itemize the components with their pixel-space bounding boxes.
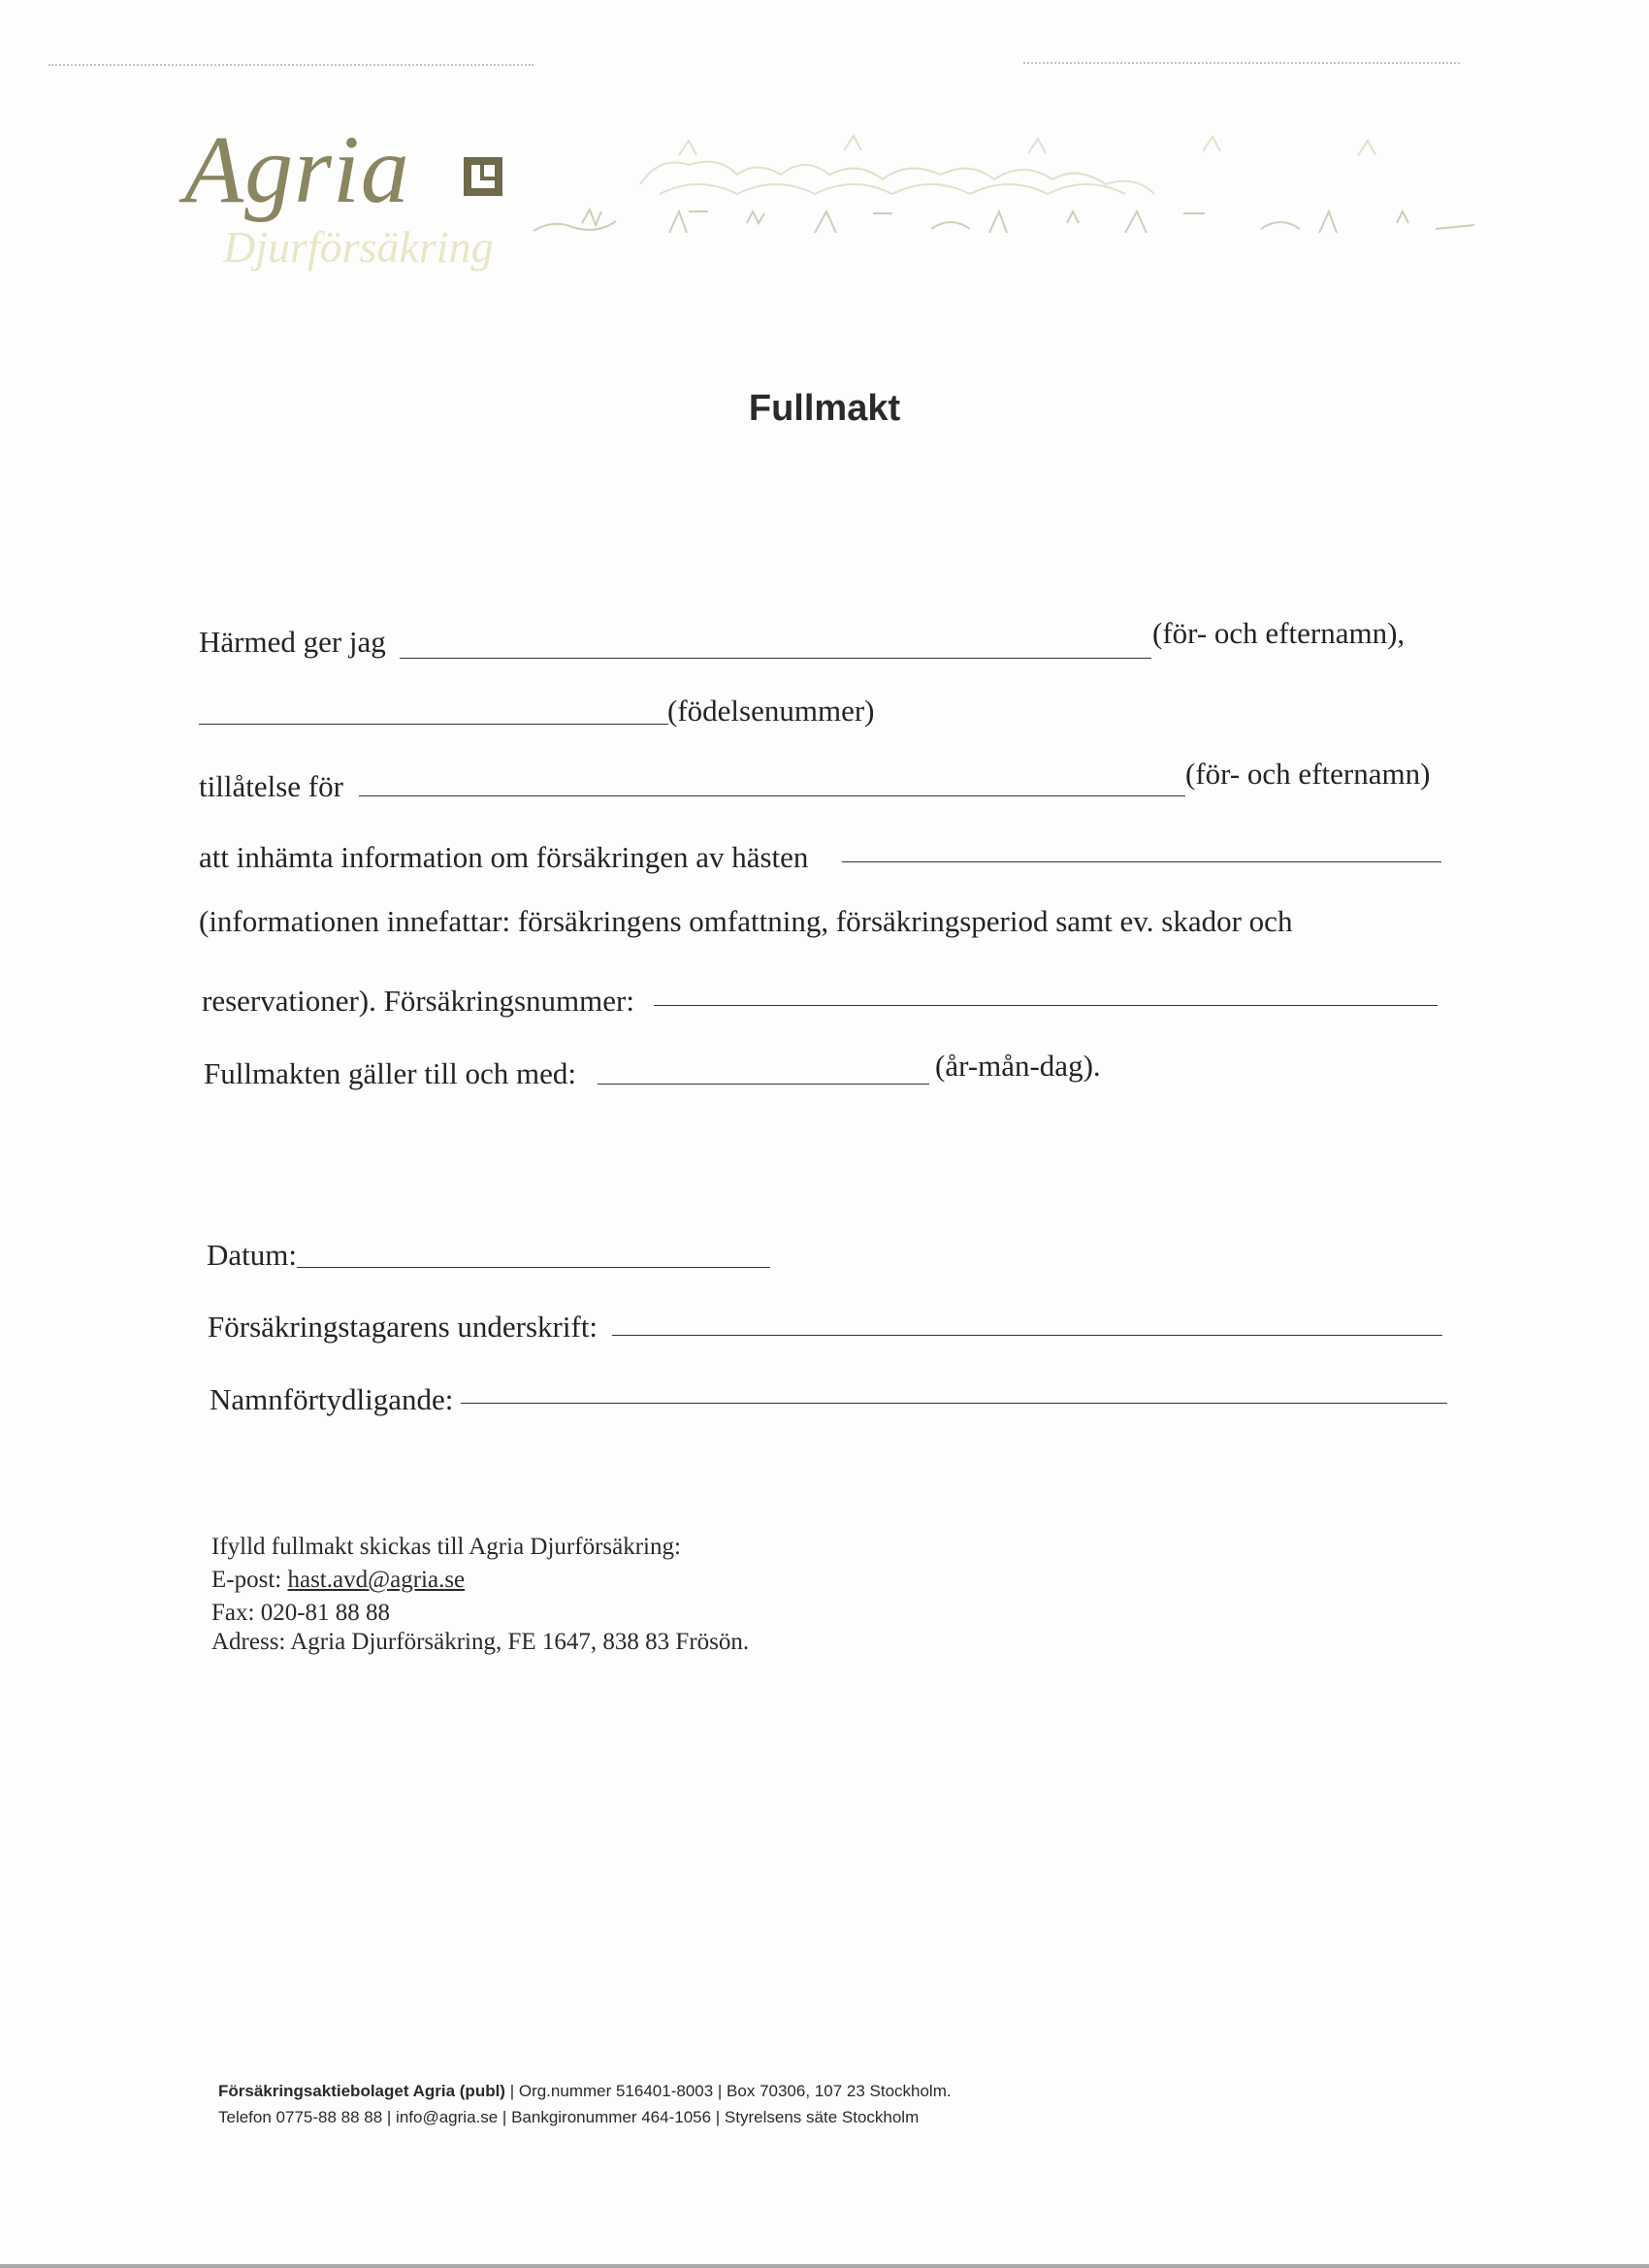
logo-wordmark: Agria [184,115,410,223]
grantee-suffix-label: (för- och efternamn) [1185,757,1431,791]
logo-subtitle: Djurförsäkring [223,222,494,272]
footer-line-1 [218,2079,952,2104]
email-link[interactable]: hast.avd@agria.se [287,1567,466,1593]
policy-number-label: reservationer). Försäkringsnummer: [202,984,634,1018]
personal-number-label: (födelsenummer) [667,694,875,728]
form-line-grantor [199,623,386,662]
footer-company-name: Försäkringsaktiebolaget Agria (publ) [218,2082,505,2100]
information-scope-text: (informationen innefattar: försäkringens omfattning, försäkringsperiod samt ev. skador och [199,904,1293,938]
date-format-hint: (år-mån-dag). [935,1049,1101,1083]
date-field[interactable] [297,1267,770,1268]
footer-line-2: Telefon 0775-88 88 88 | info@agria.se | Bankgironummer 464-1056 | Styrelsens säte Stockholm [218,2108,920,2126]
contact-intro: Ifylld fullmakt skickas till Agria Djurförsäkring: [211,1534,681,1560]
animal-banner-illustration [524,116,1479,243]
grantee-name-field[interactable] [359,795,1185,796]
name-clarification-label: Namnförtydligande: [210,1382,454,1416]
document-title: Fullmakt [748,388,901,429]
name-clarification-field[interactable] [461,1403,1447,1404]
grantor-prefix-label: Härmed ger jag [199,625,386,659]
grantor-name-field[interactable] [400,658,1151,659]
valid-until-date-field[interactable] [598,1084,929,1085]
horse-name-field[interactable] [842,861,1441,862]
horse-info-label: att inhämta information om försäkringen av hästen [199,840,809,874]
policy-number-field[interactable] [654,1005,1438,1006]
grantee-prefix-label: tillåtelse för [199,769,343,803]
contact-email-row [211,1566,465,1595]
scan-artifact-right [1023,62,1460,68]
scan-artifact-left [48,64,534,70]
signature-field[interactable] [612,1335,1442,1336]
logo-mark-icon [462,155,504,198]
grantor-suffix-label: (för- och efternamn), [1152,616,1406,650]
email-label: E-post: [211,1567,282,1593]
valid-until-label: Fullmakten gäller till och med: [204,1056,576,1090]
contact-fax: Fax: 020-81 88 88 [211,1600,391,1626]
signature-label: Försäkringstagarens underskrift: [208,1310,598,1344]
agria-logo [184,116,504,272]
date-label: Datum: [207,1238,297,1272]
personal-number-field[interactable] [199,724,668,725]
scan-bottom-edge [0,2264,1649,2268]
contact-address: Adress: Agria Djurförsäkring, FE 1647, 838 83 Frösön. [211,1629,750,1655]
form-line-grantee [199,767,343,806]
footer-company-details: | Org.nummer 516401-8003 | Box 70306, 107 23 Stockholm. [504,2082,952,2100]
